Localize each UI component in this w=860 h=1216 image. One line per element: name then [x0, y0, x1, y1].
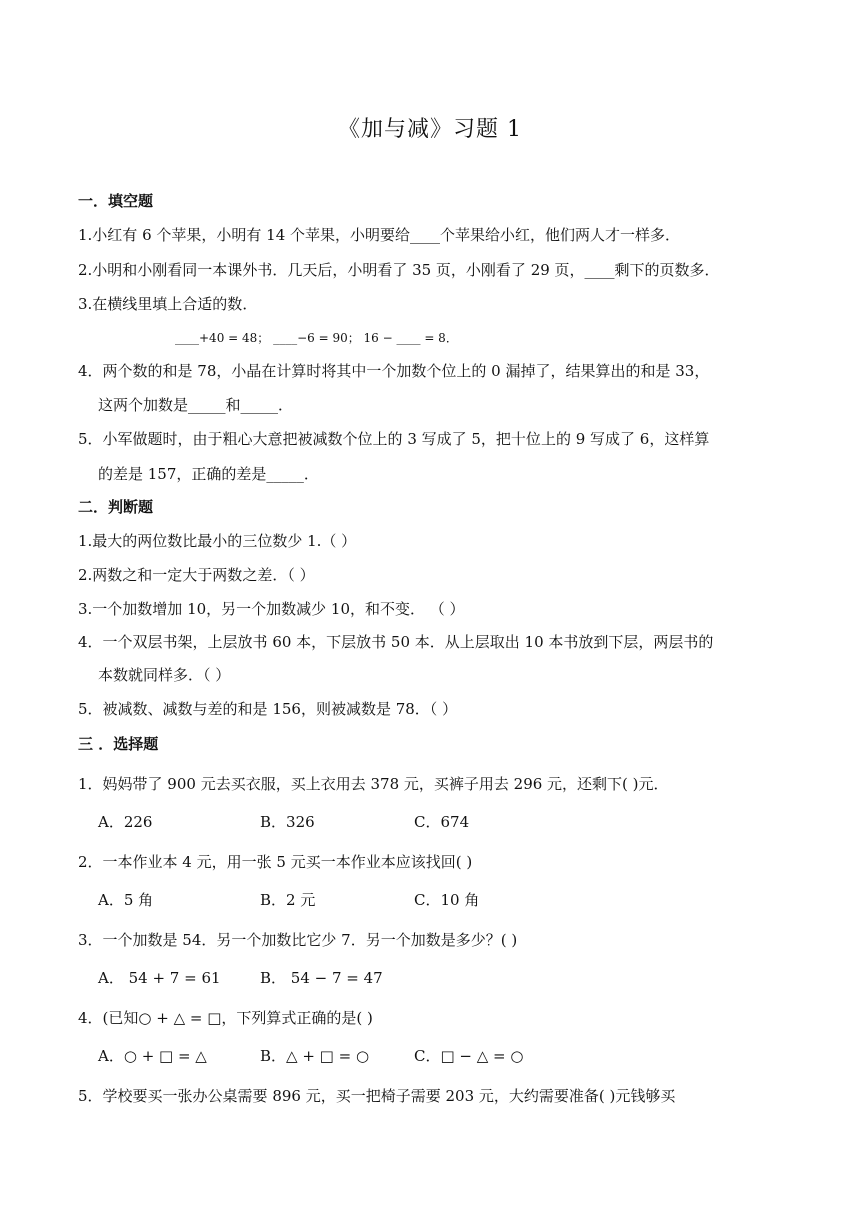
choice-question-5: 5．学校要买一张办公桌需要 896 元，买一把椅子需要 203 元，大约需要准备( )元钱够买: [78, 1087, 676, 1105]
fill-question-4-line1: 4．两个数的和是 78，小晶在计算时将其中一个加数个位上的 0 漏掉了，结果算出的和是 33，: [78, 362, 710, 380]
choice-question-4: 4．(已知○ + △ = □，下列算式正确的是( ): [78, 1009, 373, 1027]
judge-question-4-line2: 本数就同样多．（ ）: [98, 666, 231, 684]
choice-question-3: 3．一个加数是 54．另一个加数比它少 7．另一个加数是多少？( ): [78, 931, 518, 949]
choice-question-2: 2．一本作业本 4 元，用一张 5 元买一本作业本应该找回( ): [78, 853, 473, 871]
option-b: B． 54 − 7 = 47: [260, 969, 383, 987]
section-choice-heading: 三 ．选择题: [78, 735, 159, 753]
choice-question-2-options: [98, 889, 479, 910]
judge-question-1: 1.最大的两位数比最小的三位数少 1.（ ）: [78, 532, 357, 550]
fill-question-4-line2: 这两个加数是_____和_____．: [98, 396, 294, 414]
section-judge-heading: 二．判断题: [78, 498, 154, 516]
judge-question-3: 3.一个加数增加 10，另一个加数减少 10，和不变． （ ）: [78, 600, 465, 618]
option-a: A．226: [98, 813, 153, 831]
option-a: A． 54 + 7 = 61: [98, 969, 221, 987]
fill-question-1: 1.小红有 6 个苹果，小明有 14 个苹果，小明要给____个苹果给小红，他们两人才一样多．: [78, 226, 681, 244]
choice-question-3-options: [98, 967, 383, 988]
section-fill-heading: 一．填空题: [78, 192, 154, 210]
fill-question-5-line1: 5．小军做题时，由于粗心大意把被减数个位上的 3 写成了 5，把十位上的 9 写成了 6，这样算: [78, 430, 710, 448]
option-a: A．○ + □ = △: [98, 1047, 207, 1065]
option-a: A．5 角: [98, 891, 154, 909]
choice-question-1-options: [98, 811, 469, 832]
fill-question-3: 3.在横线里填上合适的数．: [78, 295, 258, 313]
option-b: B．326: [260, 813, 315, 831]
option-c: C．□ − △ = ○: [414, 1047, 524, 1065]
option-c: C．10 角: [414, 891, 480, 909]
option-b: B．2 元: [260, 891, 316, 909]
fill-question-2: 2.小明和小刚看同一本课外书．几天后，小明看了 35 页，小刚看了 29 页，____剩下的页数多．: [78, 261, 720, 279]
choice-question-1: 1．妈妈带了 900 元去买衣服，买上衣用去 378 元，买裤子用去 296 元，还剩下( )元．: [78, 775, 669, 793]
judge-question-2: 2.两数之和一定大于两数之差．（ ）: [78, 566, 315, 584]
option-c: C．674: [414, 813, 470, 831]
worksheet-title: 《加与减》习题 1: [338, 117, 522, 142]
choice-question-4-options: [98, 1045, 523, 1066]
fill-question-5-line2: 的差是 157，正确的差是_____．: [98, 465, 319, 483]
option-b: B．△ + □ = ○: [260, 1047, 370, 1065]
judge-question-5: 5．被减数、减数与差的和是 156，则被减数是 78．（ ）: [78, 700, 458, 718]
judge-question-4-line1: 4．一个双层书架，上层放书 60 本，下层放书 50 本．从上层取出 10 本书放到下层，两层书的: [78, 633, 714, 651]
fill-question-3-equations: ____+40 = 48； ____−6 = 90； 16 − ____ = 8．: [175, 331, 458, 345]
